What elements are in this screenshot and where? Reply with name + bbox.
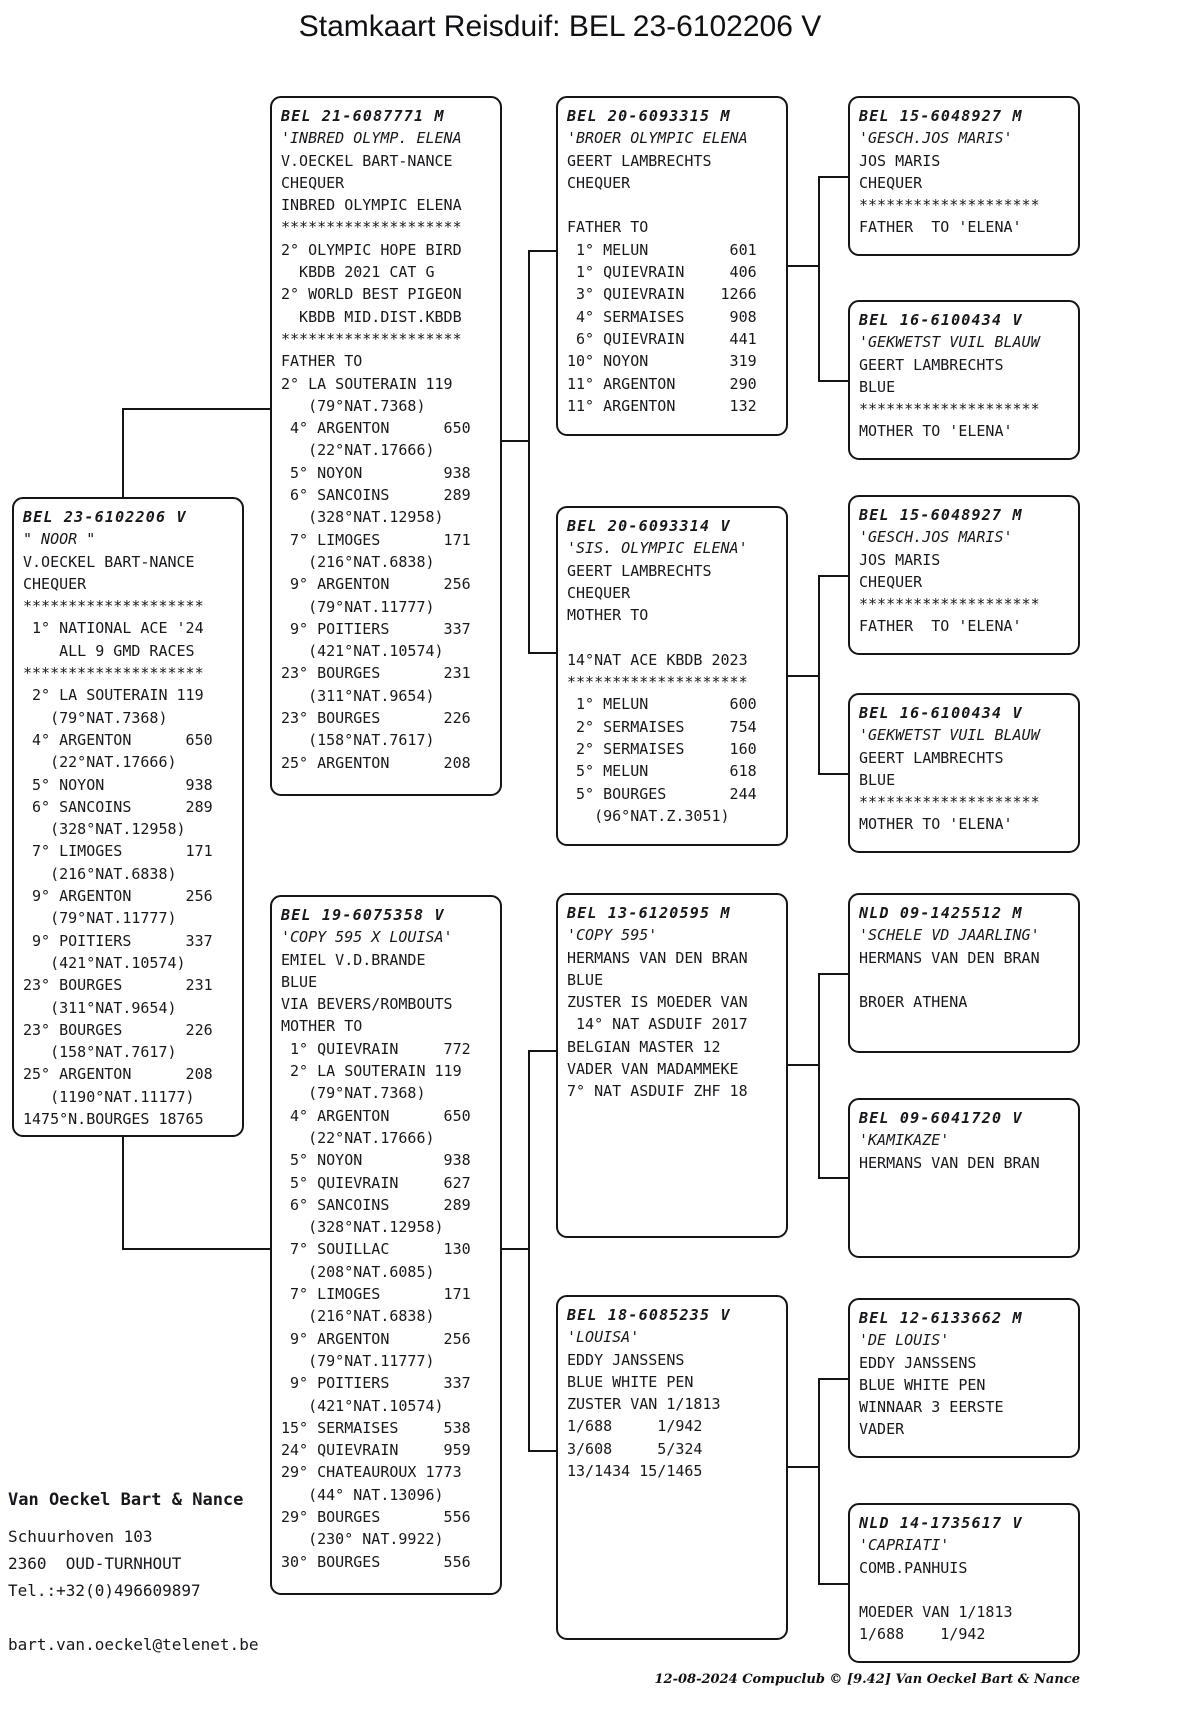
box-line: 6° SANCOINS 289: [281, 1195, 471, 1214]
ring-number: BEL 16-6100434 V: [859, 311, 1023, 329]
box-line: ZUSTER VAN 1/1813: [567, 1395, 721, 1414]
box-line: (421°NAT.10574): [23, 953, 186, 972]
box-line: CHEQUER: [567, 583, 631, 602]
box-line: 'DE LOUIS': [859, 1331, 950, 1350]
box-line: [859, 1579, 1069, 1601]
box-line: [567, 626, 777, 648]
box-line: ********************: [281, 218, 462, 237]
box-line: BLUE WHITE PEN: [859, 1375, 986, 1394]
connector-line: [528, 250, 530, 654]
box-line: (421°NAT.10574): [281, 642, 444, 661]
ring-number: BEL 20-6093315 M: [567, 107, 731, 125]
connector-line: [818, 1378, 850, 1380]
box-line: (216°NAT.6838): [281, 552, 435, 571]
box-line: HERMANS VAN DEN BRAN: [859, 948, 1040, 967]
box-line: GEERT LAMBRECHTS: [859, 355, 1004, 374]
connector-line: [818, 973, 850, 975]
box-line: 2° LA SOUTERAIN 119: [281, 374, 453, 393]
ring-number: BEL 18-6085235 V: [567, 1306, 731, 1324]
box-line: (22°NAT.17666): [281, 441, 435, 460]
box-line: BLUE: [281, 972, 318, 991]
connector-line: [528, 652, 558, 654]
connector-line: [122, 1248, 272, 1250]
box-line: 4° SERMAISES 908: [567, 307, 757, 326]
box-line: (44° NAT.13096): [281, 1485, 444, 1504]
box-line: 2° OLYMPIC HOPE BIRD: [281, 240, 462, 259]
box-line: GEERT LAMBRECHTS: [567, 561, 712, 580]
box-line: 6° SANCOINS 289: [281, 486, 471, 505]
connector-line: [786, 1466, 820, 1468]
box-line: 6° QUIEVRAIN 441: [567, 329, 757, 348]
box-line: (22°NAT.17666): [23, 753, 177, 772]
box-line: VADER VAN MADAMMEKE: [567, 1060, 739, 1079]
box-line: V.OECKEL BART-NANCE: [281, 151, 453, 170]
box-line: BLUE: [859, 377, 896, 396]
breeder-address-city: 2360 OUD-TURNHOUT: [8, 1554, 182, 1573]
box-line: 'GESCH.JOS MARIS': [859, 528, 1013, 547]
box-line: MOTHER TO: [281, 1017, 363, 1036]
box-line: CHEQUER: [859, 173, 923, 192]
box-line: 1/688 1/942: [859, 1625, 986, 1644]
connector-line: [528, 1050, 558, 1052]
box-line: 9° POITIERS 337: [281, 619, 471, 638]
box-line: (328°NAT.12958): [281, 1218, 444, 1237]
ring-number: BEL 20-6093314 V: [567, 517, 731, 535]
pedigree-box-gp-dam-mother: [556, 1295, 788, 1640]
box-line: FATHER TO: [567, 218, 649, 237]
box-line: (311°NAT.9654): [23, 998, 177, 1017]
box-line: 10° NOYON 319: [567, 352, 757, 371]
box-line: [859, 969, 1069, 991]
box-line: VIA BEVERS/ROMBOUTS: [281, 995, 453, 1014]
pedigree-box-ggp5: [848, 893, 1080, 1053]
box-line: 1° MELUN 600: [567, 695, 757, 714]
box-line: CHEQUER: [859, 572, 923, 591]
connector-line: [786, 675, 820, 677]
box-line: 'COPY 595': [567, 926, 658, 945]
box-line: 23° BOURGES 226: [23, 1020, 213, 1039]
box-line: EDDY JANSSENS: [859, 1353, 977, 1372]
connector-line: [818, 176, 850, 178]
box-line: (216°NAT.6838): [281, 1307, 435, 1326]
pedigree-box-dam: [270, 895, 502, 1595]
connector-line: [528, 250, 558, 252]
box-line: 5° NOYON 938: [23, 775, 213, 794]
connector-line: [818, 176, 820, 382]
box-line: 7° LIMOGES 171: [281, 1285, 471, 1304]
box-line: JOS MARIS: [859, 550, 941, 569]
box-line: (216°NAT.6838): [23, 864, 177, 883]
connector-line: [818, 575, 850, 577]
pedigree-box-subject: [12, 497, 244, 1137]
box-line: [567, 194, 777, 216]
box-line: 29° BOURGES 556: [281, 1508, 471, 1527]
connector-line: [500, 440, 530, 442]
box-line: 'KAMIKAZE': [859, 1131, 950, 1150]
box-line: CHEQUER: [23, 574, 87, 593]
pedigree-box-ggp7: [848, 1298, 1080, 1458]
box-line: (79°NAT.11777): [281, 597, 435, 616]
ring-number: BEL 12-6133662 M: [859, 1309, 1023, 1327]
box-line: 4° ARGENTON 650: [281, 1106, 471, 1125]
breeder-address-street: Schuurhoven 103: [8, 1527, 153, 1546]
box-line: BROER ATHENA: [859, 993, 968, 1012]
box-line: GEERT LAMBRECHTS: [859, 748, 1004, 767]
box-line: MOTHER TO 'ELENA': [859, 815, 1013, 834]
breeder-name: Van Oeckel Bart & Nance: [8, 1490, 244, 1510]
box-line: 7° LIMOGES 171: [281, 530, 471, 549]
box-line: 9° POITIERS 337: [23, 931, 213, 950]
connector-line: [818, 1177, 850, 1179]
box-line: ********************: [859, 595, 1040, 614]
box-line: 14° NAT ASDUIF 2017: [567, 1015, 748, 1034]
ring-number: BEL 15-6048927 M: [859, 506, 1023, 524]
box-line: 24° QUIEVRAIN 959: [281, 1441, 471, 1460]
box-line: 'SCHELE VD JAARLING': [859, 926, 1040, 945]
box-line: KBDB MID.DIST.KBDB: [281, 307, 462, 326]
box-line: 9° ARGENTON 256: [281, 1329, 471, 1348]
box-line: FATHER TO: [281, 352, 363, 371]
box-line: (158°NAT.7617): [23, 1043, 177, 1062]
box-line: HERMANS VAN DEN BRAN: [859, 1153, 1040, 1172]
pedigree-box-ggp2: [848, 300, 1080, 460]
ring-number: BEL 09-6041720 V: [859, 1109, 1023, 1127]
ring-number: BEL 16-6100434 V: [859, 704, 1023, 722]
box-line: 'GESCH.JOS MARIS': [859, 129, 1013, 148]
box-line: ********************: [281, 329, 462, 348]
connector-line: [122, 408, 272, 410]
box-line: 9° POITIERS 337: [281, 1374, 471, 1393]
ring-number: BEL 19-6075358 V: [281, 906, 445, 924]
pedigree-box-sire: [270, 96, 502, 796]
ring-number: NLD 09-1425512 M: [859, 904, 1023, 922]
box-line: MOEDER VAN 1/1813: [859, 1603, 1013, 1622]
box-line: (79°NAT.11777): [281, 1351, 435, 1370]
box-line: 5° BOURGES 244: [567, 784, 757, 803]
connector-line: [818, 380, 850, 382]
box-line: 'GEKWETST VUIL BLAUW: [859, 333, 1040, 352]
box-line: (1190°NAT.11177): [23, 1087, 195, 1106]
box-line: (96°NAT.Z.3051): [567, 806, 730, 825]
box-line: 7° SOUILLAC 130: [281, 1240, 471, 1259]
box-line: ********************: [567, 673, 748, 692]
box-line: 'GEKWETST VUIL BLAUW: [859, 726, 1040, 745]
box-line: INBRED OLYMPIC ELENA: [281, 196, 462, 215]
box-line: (328°NAT.12958): [23, 820, 186, 839]
page-title: Stamkaart Reisduif: BEL 23-6102206 V: [298, 10, 822, 43]
box-line: FATHER TO 'ELENA': [859, 617, 1022, 636]
box-line: GEERT LAMBRECHTS: [567, 151, 712, 170]
box-line: 29° CHATEAUROUX 1773: [281, 1463, 462, 1482]
ring-number: BEL 21-6087771 M: [281, 107, 445, 125]
box-line: 23° BOURGES 231: [23, 976, 213, 995]
box-line: ********************: [859, 196, 1040, 215]
box-line: 5° NOYON 938: [281, 463, 471, 482]
ring-number: BEL 15-6048927 M: [859, 107, 1023, 125]
box-line: 1475°N.BOURGES 18765: [23, 1110, 204, 1129]
box-line: 30° BOURGES 556: [281, 1552, 471, 1571]
connector-line: [818, 575, 820, 775]
connector-line: [818, 773, 850, 775]
pedigree-box-gp-sire-father: [556, 96, 788, 436]
box-line: (22°NAT.17666): [281, 1128, 435, 1147]
box-line: 9° ARGENTON 256: [23, 887, 213, 906]
box-line: (158°NAT.7617): [281, 731, 435, 750]
ring-number: BEL 13-6120595 M: [567, 904, 731, 922]
connector-line: [500, 1248, 530, 1250]
box-line: 23° BOURGES 226: [281, 709, 471, 728]
box-line: COMB.PANHUIS: [859, 1558, 968, 1577]
pedigree-box-ggp8: [848, 1503, 1080, 1663]
box-line: 1° QUIEVRAIN 772: [281, 1039, 471, 1058]
box-line: (79°NAT.7368): [281, 1084, 426, 1103]
box-line: JOS MARIS: [859, 151, 941, 170]
box-line: ZUSTER IS MOEDER VAN: [567, 993, 748, 1012]
breeder-phone: Tel.:+32(0)496609897: [8, 1581, 201, 1600]
box-line: 13/1434 15/1465: [567, 1462, 703, 1481]
box-line: 2° SERMAISES 754: [567, 717, 757, 736]
box-line: CHEQUER: [281, 173, 345, 192]
print-credit: 12-08-2024 Compuclub © [9.42] Van Oeckel Bart & Nance: [654, 1672, 1080, 1687]
pedigree-box-gp-dam-father: [556, 893, 788, 1238]
connector-line: [528, 1050, 530, 1452]
box-line: 15° SERMAISES 538: [281, 1418, 471, 1437]
box-line: 9° ARGENTON 256: [281, 575, 471, 594]
box-line: (328°NAT.12958): [281, 508, 444, 527]
connector-line: [786, 265, 820, 267]
box-line: 1/688 1/942: [567, 1417, 703, 1436]
box-line: 'INBRED OLYMP. ELENA: [281, 129, 462, 148]
box-line: 7° LIMOGES 171: [23, 842, 213, 861]
box-line: 'BROER OLYMPIC ELENA: [567, 129, 748, 148]
box-line: 7° NAT ASDUIF ZHF 18: [567, 1082, 748, 1101]
box-line: 25° ARGENTON 208: [281, 753, 471, 772]
pedigree-box-ggp6: [848, 1098, 1080, 1258]
box-line: 2° SERMAISES 160: [567, 739, 757, 758]
connector-line: [818, 973, 820, 1179]
box-line: BLUE: [859, 770, 896, 789]
box-line: 23° BOURGES 231: [281, 664, 471, 683]
pedigree-box-gp-sire-mother: [556, 506, 788, 846]
box-line: ********************: [23, 664, 204, 683]
box-line: 3/608 5/324: [567, 1439, 703, 1458]
box-line: 11° ARGENTON 132: [567, 396, 757, 415]
box-line: (79°NAT.11777): [23, 909, 177, 928]
connector-line: [786, 1064, 820, 1066]
ring-number: BEL 23-6102206 V: [23, 508, 187, 526]
box-line: VADER: [859, 1420, 905, 1439]
box-line: CHEQUER: [567, 173, 631, 192]
box-line: WINNAAR 3 EERSTE: [859, 1398, 1004, 1417]
box-line: FATHER TO 'ELENA': [859, 218, 1022, 237]
box-line: BLUE: [567, 970, 604, 989]
box-line: 5° MELUN 618: [567, 762, 757, 781]
box-line: BLUE WHITE PEN: [567, 1372, 694, 1391]
box-line: EMIEL V.D.BRANDE: [281, 950, 426, 969]
box-line: 25° ARGENTON 208: [23, 1065, 213, 1084]
box-line: ********************: [859, 400, 1040, 419]
box-line: MOTHER TO 'ELENA': [859, 422, 1013, 441]
box-line: 1° NATIONAL ACE '24: [23, 619, 204, 638]
box-line: V.OECKEL BART-NANCE: [23, 552, 195, 571]
pedigree-box-ggp4: [848, 693, 1080, 853]
pedigree-box-ggp3: [848, 495, 1080, 655]
box-line: 'COPY 595 X LOUISA': [281, 928, 453, 947]
box-line: (230° NAT.9922): [281, 1530, 444, 1549]
connector-line: [818, 1378, 820, 1585]
box-line: ********************: [859, 793, 1040, 812]
ring-number: NLD 14-1735617 V: [859, 1514, 1023, 1532]
box-line: ********************: [23, 597, 204, 616]
box-line: EDDY JANSSENS: [567, 1350, 685, 1369]
box-line: 1° QUIEVRAIN 406: [567, 263, 757, 282]
box-line: 'CAPRIATI': [859, 1536, 950, 1555]
box-line: (79°NAT.7368): [23, 708, 168, 727]
breeder-email: bart.van.oeckel@telenet.be: [8, 1635, 259, 1654]
box-line: 11° ARGENTON 290: [567, 374, 757, 393]
box-line: (421°NAT.10574): [281, 1396, 444, 1415]
box-line: KBDB 2021 CAT G: [281, 263, 435, 282]
connector-line: [528, 1450, 558, 1452]
box-line: ALL 9 GMD RACES: [23, 641, 195, 660]
box-line: 2° LA SOUTERAIN 119: [23, 686, 204, 705]
box-line: (311°NAT.9654): [281, 686, 435, 705]
box-line: 'LOUISA': [567, 1328, 640, 1347]
box-line: 14°NAT ACE KBDB 2023: [567, 650, 748, 669]
box-line: " NOOR ": [23, 530, 96, 549]
box-line: (208°NAT.6085): [281, 1262, 435, 1281]
box-line: BELGIAN MASTER 12: [567, 1037, 721, 1056]
box-line: 4° ARGENTON 650: [23, 730, 213, 749]
pedigree-box-ggp1: [848, 96, 1080, 256]
box-line: 6° SANCOINS 289: [23, 797, 213, 816]
connector-line: [818, 1583, 850, 1585]
box-line: 5° NOYON 938: [281, 1151, 471, 1170]
box-line: 1° MELUN 601: [567, 240, 757, 259]
box-line: 3° QUIEVRAIN 1266: [567, 285, 757, 304]
box-line: 2° LA SOUTERAIN 119: [281, 1062, 462, 1081]
box-line: 2° WORLD BEST PIGEON: [281, 285, 462, 304]
box-line: MOTHER TO: [567, 606, 649, 625]
box-line: 5° QUIEVRAIN 627: [281, 1173, 471, 1192]
box-line: (79°NAT.7368): [281, 396, 426, 415]
box-line: 4° ARGENTON 650: [281, 419, 471, 438]
box-line: HERMANS VAN DEN BRAN: [567, 948, 748, 967]
box-line: 'SIS. OLYMPIC ELENA': [567, 539, 748, 558]
